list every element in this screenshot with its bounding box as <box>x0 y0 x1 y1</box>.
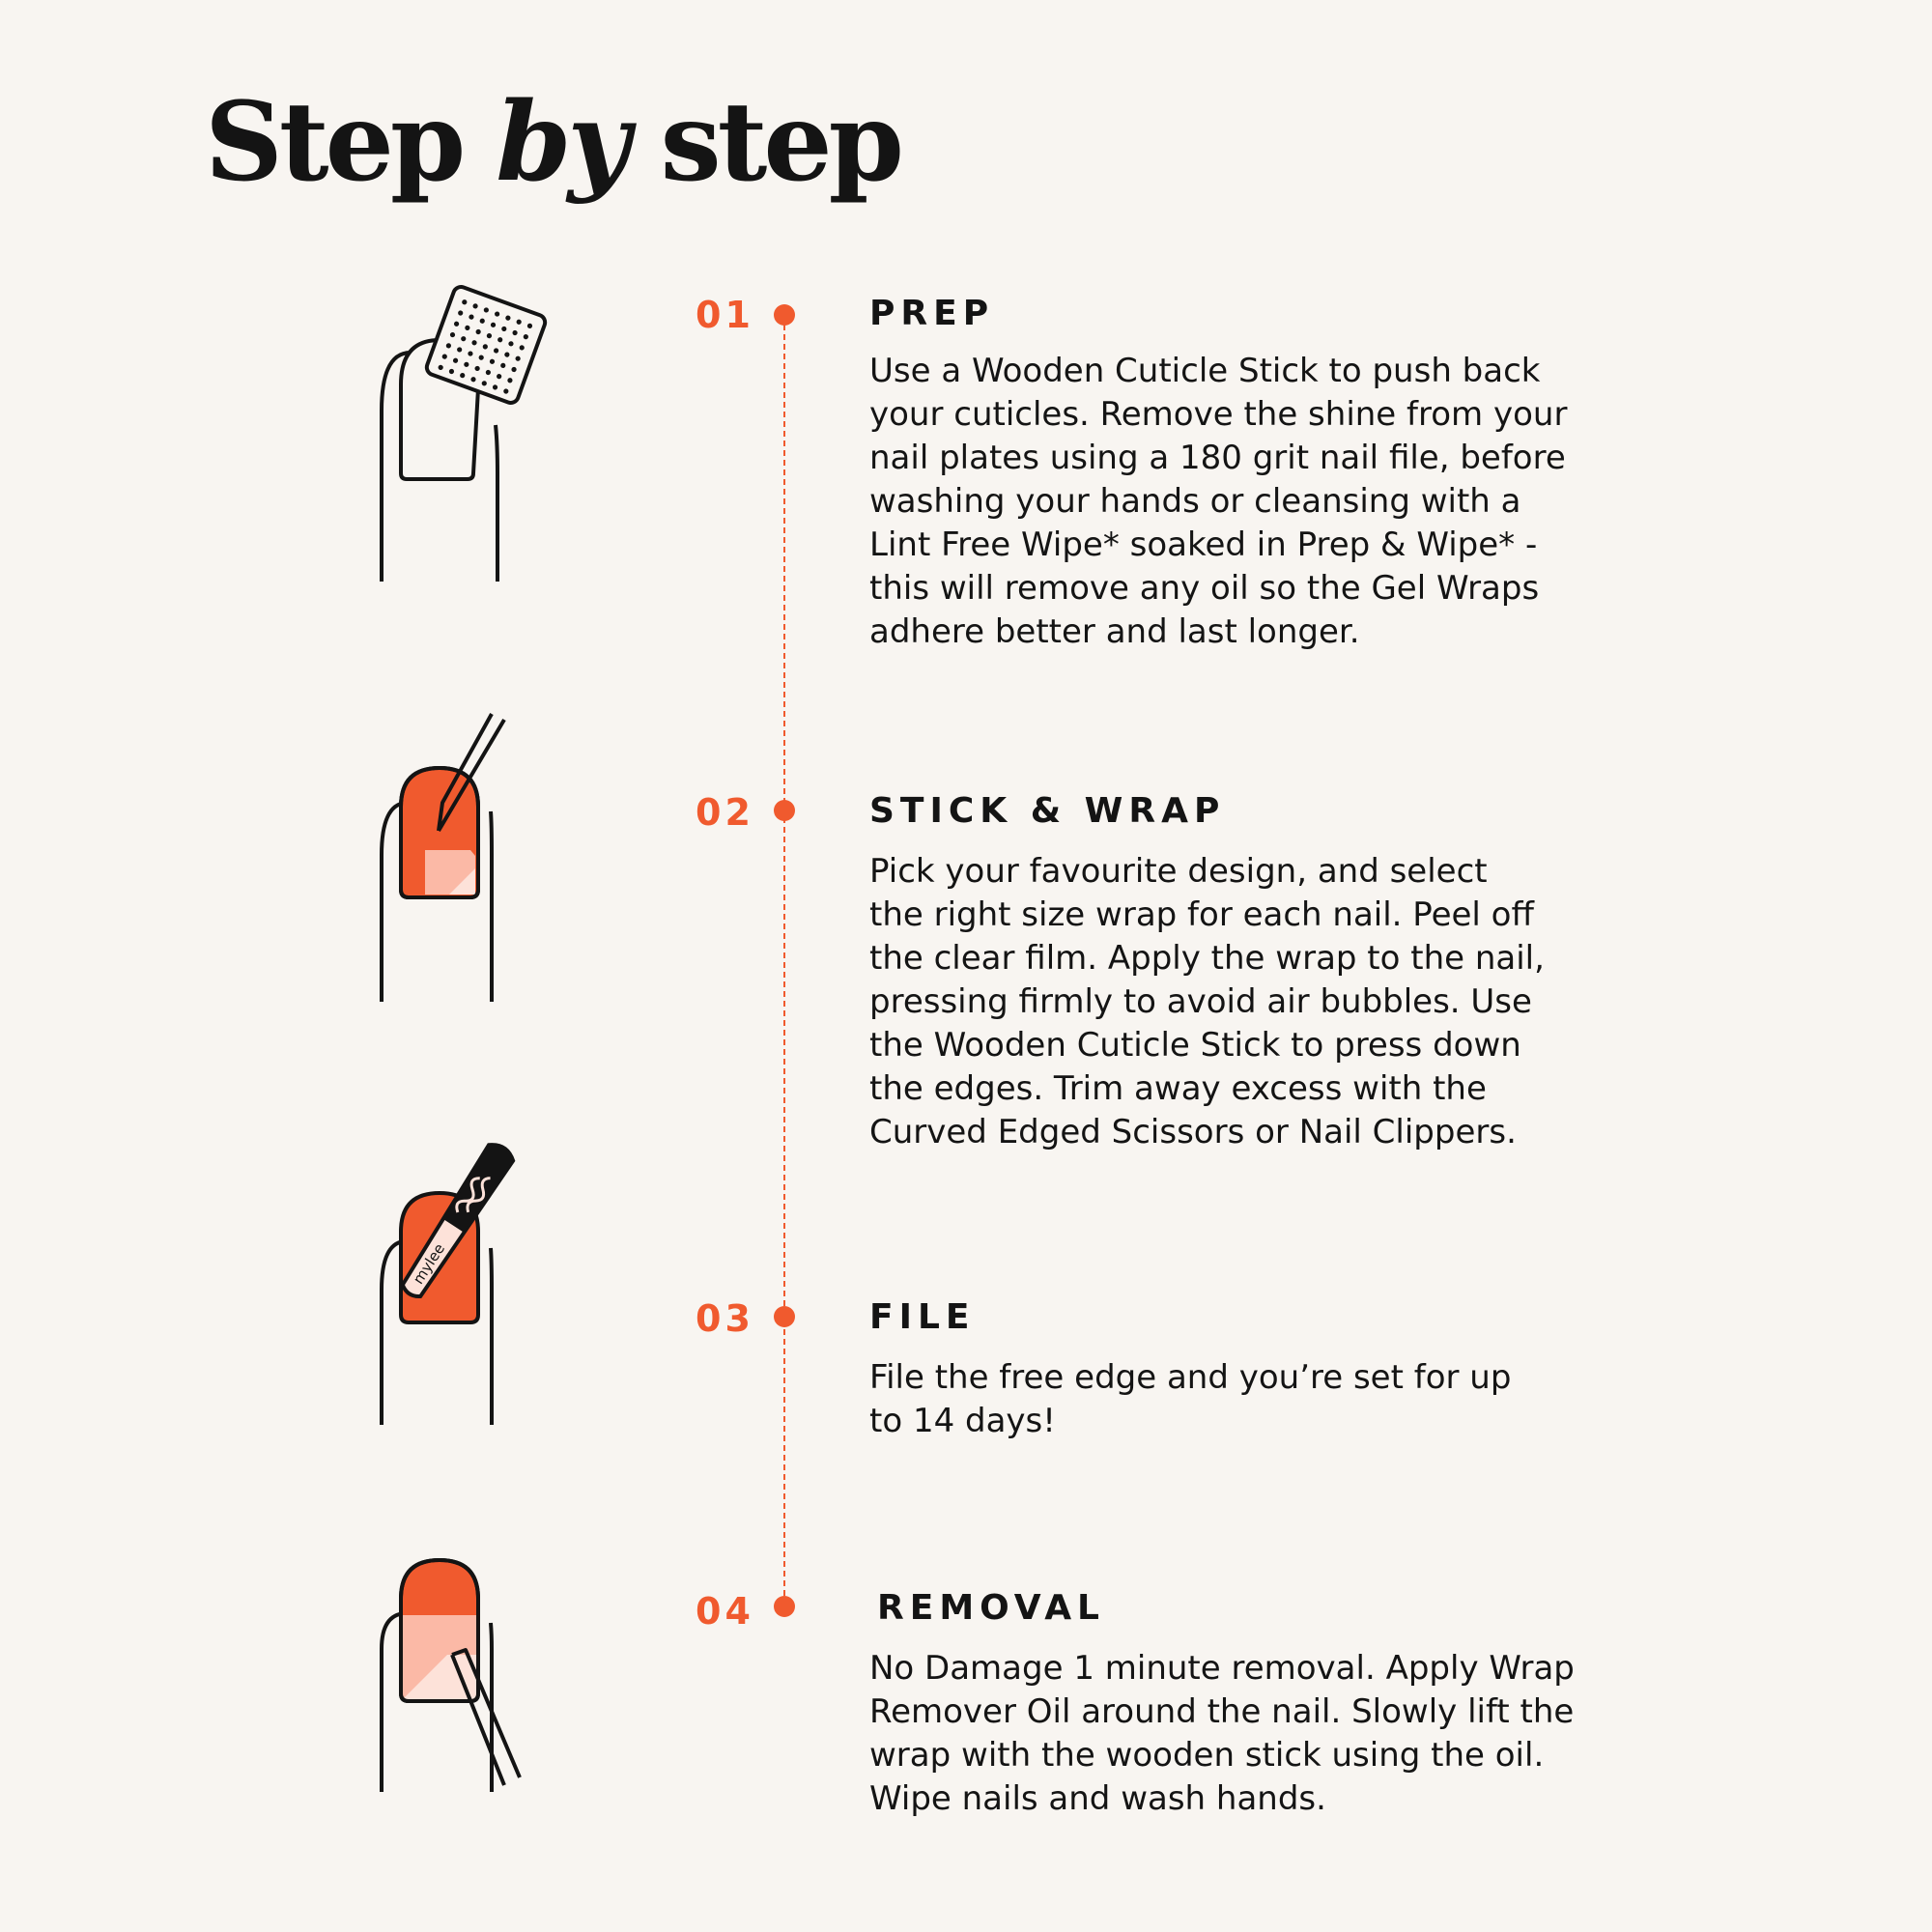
step-number: 01 <box>696 294 754 336</box>
description-line: Pick your favourite design, and select <box>869 852 1488 891</box>
timeline-dot <box>774 1596 795 1617</box>
description-line: Use a Wooden Cuticle Stick to push back <box>869 352 1541 390</box>
description-line: Curved Edged Scissors or Nail Clippers. <box>869 1113 1517 1151</box>
description-line: to 14 days! <box>869 1402 1056 1440</box>
description-line: your cuticles. Remove the shine from your <box>869 395 1568 434</box>
step-description <box>869 1647 1604 1821</box>
timeline-dot <box>774 800 795 821</box>
title-part-1: Step <box>205 79 497 206</box>
timeline-dot <box>774 1306 795 1327</box>
description-line: this will remove any oil so the Gel Wraps <box>869 569 1540 608</box>
description-line: nail plates using a 180 grit nail file, before <box>869 439 1566 477</box>
title-part-2: by <box>496 79 627 206</box>
timeline-dot <box>774 304 795 326</box>
timeline-line <box>783 315 785 1605</box>
nail-with-file-icon <box>357 1130 570 1430</box>
file-brand-label: mylee <box>409 1240 449 1288</box>
description-line: the right size wrap for each nail. Peel off <box>869 895 1534 934</box>
step-title: FILE <box>869 1297 976 1337</box>
page-title <box>205 75 900 211</box>
description-line: Lint Free Wipe* soaked in Prep & Wipe* - <box>869 526 1538 564</box>
step-description <box>869 350 1604 654</box>
step-title: REMOVAL <box>877 1588 1105 1628</box>
step-number: 04 <box>696 1590 754 1633</box>
description-line: wrap with the wooden stick using the oil. <box>869 1736 1545 1775</box>
description-line: adhere better and last longer. <box>869 612 1360 651</box>
step-title: PREP <box>869 294 995 333</box>
description-line: pressing firmly to avoid air bubbles. Use <box>869 982 1532 1021</box>
step-number: 03 <box>696 1297 754 1340</box>
description-line: No Damage 1 minute removal. Apply Wrap <box>869 1649 1575 1688</box>
description-line: the clear film. Apply the wrap to the nail, <box>869 939 1545 978</box>
step-description <box>869 1356 1604 1443</box>
nail-with-cuticle-stick-icon <box>357 710 570 1005</box>
description-line: File the free edge and you’re set for up <box>869 1358 1512 1397</box>
step-number: 02 <box>696 791 754 834</box>
description-line: Wipe nails and wash hands. <box>869 1779 1326 1818</box>
description-line: washing your hands or cleansing with a <box>869 482 1521 521</box>
step-description <box>869 850 1604 1154</box>
description-line: the Wooden Cuticle Stick to press down <box>869 1026 1521 1065</box>
step-title: STICK & WRAP <box>869 791 1226 831</box>
description-line: the edges. Trim away excess with the <box>869 1069 1487 1108</box>
finger-with-wipe-icon <box>357 280 570 589</box>
nail-removal-stick-icon <box>357 1550 570 1797</box>
description-line: Remover Oil around the nail. Slowly lift the <box>869 1692 1575 1731</box>
title-part-3: step <box>626 79 900 206</box>
